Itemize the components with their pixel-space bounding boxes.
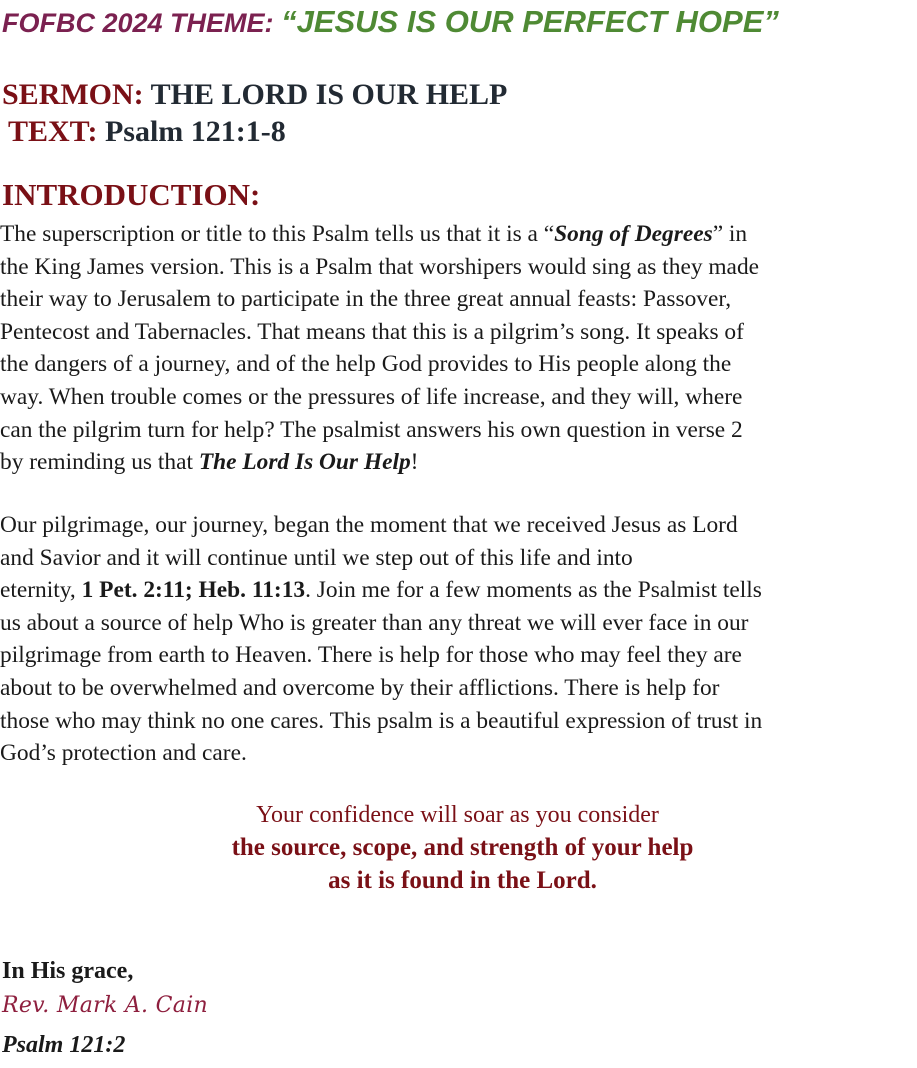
theme-label: FOFBC 2024 THEME: bbox=[2, 8, 274, 38]
paragraph-line: Our pilgrimage, our journey, began the moment that we received Jesus as Lord bbox=[0, 512, 738, 538]
paragraph-line: Pentecost and Tabernacles. That means that this is a pilgrim’s song. It speaks of bbox=[0, 318, 744, 345]
sermon-label: SERMON: bbox=[2, 78, 144, 111]
scripture-line bbox=[8, 115, 286, 149]
scripture-references: 1 Pet. 2:11; Heb. 11:13 bbox=[81, 577, 306, 604]
paragraph-line bbox=[0, 574, 917, 607]
callout-line-1: Your confidence will soar as you consider bbox=[256, 802, 659, 828]
paragraph-line: the dangers of a journey, and of the help God provides to His people along the bbox=[0, 351, 732, 378]
sermon-title: THE LORD IS OUR HELP bbox=[150, 78, 508, 111]
paragraph-line: way. When trouble comes or the pressures of life increase, and they will, where bbox=[0, 383, 743, 410]
text-run: The superscription or title to this Psalm tells us that it is a “ bbox=[0, 221, 555, 247]
introduction-heading: INTRODUCTION: bbox=[2, 177, 261, 212]
text-run: by reminding us that bbox=[0, 449, 199, 476]
sermon-title-line bbox=[2, 78, 507, 112]
text-run: ” in bbox=[712, 221, 748, 247]
callout-line-3: as it is found in the Lord. bbox=[328, 867, 597, 894]
callout-line-2: the source, scope, and strength of your help bbox=[231, 834, 694, 861]
paragraph-line: the King James version. This is a Psalm that worshipers would sing as they made bbox=[0, 253, 760, 280]
scripture-label: TEXT: bbox=[8, 115, 98, 148]
text-run: ! bbox=[410, 449, 419, 476]
text-run: eternity, bbox=[0, 577, 82, 604]
text-run: . Join me for a few moments as the Psalmist tells bbox=[305, 577, 762, 604]
signature: Rev. Mark A. Cain bbox=[2, 993, 209, 1018]
paragraph-line: and Savior and it will continue until we step out of this life and into bbox=[0, 544, 633, 571]
closing-verse: Psalm 121:2 bbox=[2, 1032, 126, 1058]
scripture-reference: Psalm 121:1-8 bbox=[104, 115, 286, 148]
introduction-paragraph-2 bbox=[0, 509, 917, 770]
paragraph-line: their way to Jerusalem to participate in the three great annual feasts: Passover, bbox=[0, 286, 732, 313]
paragraph-line: can the pilgrim turn for help? The psalmist answers his own question in verse 2 bbox=[0, 416, 743, 443]
paragraph-line bbox=[0, 218, 917, 251]
paragraph-line: God’s protection and care. bbox=[0, 740, 247, 767]
closing-salutation: In His grace, bbox=[2, 958, 134, 984]
emphasis-song-of-degrees: Song of Degrees bbox=[554, 221, 713, 247]
paragraph-line: pilgrimage from earth to Heaven. There is help for those who may feel they are bbox=[0, 642, 742, 669]
paragraph-line bbox=[0, 446, 917, 479]
paragraph-line: us about a source of help Who is greater than any threat we will ever face in our bbox=[0, 609, 749, 636]
paragraph-line: those who may think no one cares. This psalm is a beautiful expression of trust in bbox=[0, 707, 763, 734]
theme-text: “JESUS IS OUR PERFECT HOPE” bbox=[281, 4, 779, 39]
introduction-paragraph-1 bbox=[0, 218, 917, 479]
emphasis-lord-is-our-help: The Lord Is Our Help bbox=[198, 449, 411, 476]
paragraph-line: about to be overwhelmed and overcome by their afflictions. There is help for bbox=[0, 674, 720, 701]
theme-header bbox=[2, 4, 779, 40]
